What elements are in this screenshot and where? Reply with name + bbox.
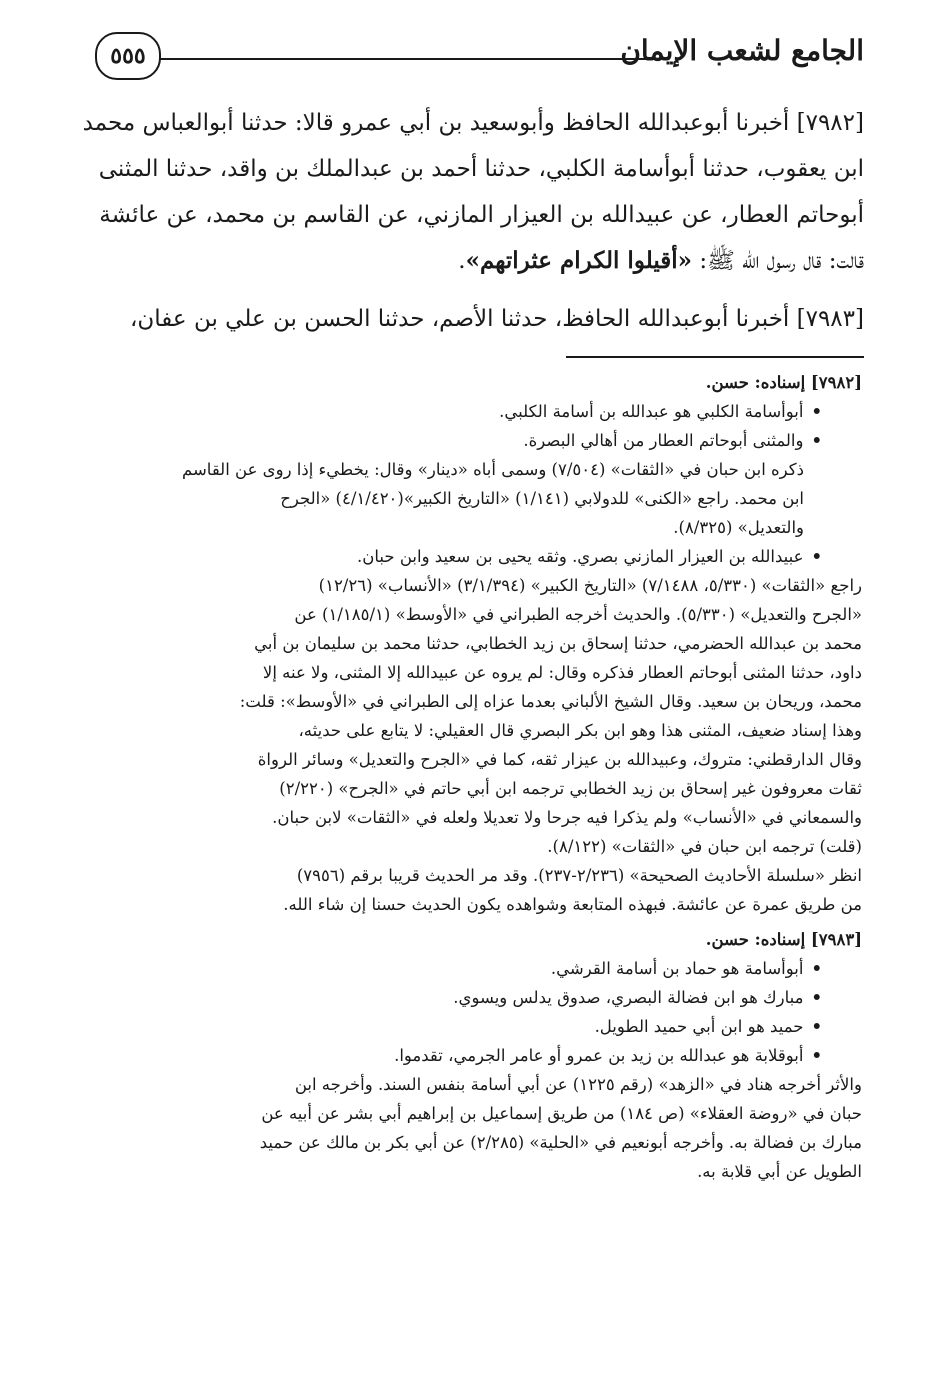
footnote-line: (قلت) ترجمه ابن حبان في «الثقات» (٨/١٢٢). [547,837,862,856]
hadith-7982 [82,100,864,284]
header-rule [159,58,654,60]
footnote-line: داود، حدثنا المثنى أبوحاتم العطار فذكره وقال: لم يروه عن عبيدالله إلا المثنى، ولا عنه إلا [262,663,862,682]
footnote-line: والتعديل» (٨/٣٢٥). [673,518,804,537]
text-fragment: . [458,248,466,274]
footnote-line: محمد بن عبدالله الحضرمي، حدثنا إسحاق بن زيد الخطابي، حدثنا محمد بن سليمان بن أبي [254,634,862,653]
footnote-line: وهذا إسناد ضعيف، المثنى هذا وهو ابن بكر البصري قال العقيلي: لا يتابع على حديثه، [298,721,862,740]
footnote-line: «الجرح والتعديل» (٥/٣٣٠). والحديث أخرجه الطبراني في «الأوسط» (١/١٨٥/١) عن [294,605,862,624]
footnote-bullet: • والمثنى أبوحاتم العطار من أهالي البصرة. [78,426,822,455]
footnote-bullet: • أبوأسامة الكلبي هو عبدالله بن أسامة الكلبي. [78,397,822,426]
text-line: [٧٩٨٢] أخبرنا أبوعبدالله الحافظ وأبوسعيد بن أبي عمرو قالا: حدثنا أبوالعباس محمد [82,110,864,136]
footnote-bullet: • مبارك هو ابن فضالة البصري، صدوق يدلس ويسوي. [78,983,822,1012]
text-fragment: قالت: قال رسول الله ﷺ: [692,248,864,274]
prophetic-quote: «أقيلوا الكرام عثراتهم» [465,247,693,274]
footnote-line: والأثر أخرجه هناد في «الزهد» (رقم ١٢٢٥) عن أبي أسامة بنفس السند. وأخرجه ابن [294,1075,862,1094]
footnote-line: ذكره ابن حبان في «الثقات» (٧/٥٠٤) وسمى أباه «دينار» وقال: يخطيء إذا روى عن القاسم [182,460,804,479]
text-line: أبوحاتم العطار، عن عبيدالله بن العيزار المازني، عن القاسم بن محمد، عن عائشة [99,202,864,228]
footnote-line: وقال الدارقطني: متروك، وعبيدالله بن عيزار ثقه، كما في «الجرح والتعديل» وسائر الرواة [257,750,862,769]
page-header [95,30,864,86]
footnote-line: والسمعاني في «الأنساب» ولم يذكرا فيه جرحا ولا تعديلا ولعله في «الثقات» لابن حبان. [272,808,862,827]
footnote-line: الطويل عن أبي قلابة به. [697,1162,862,1181]
footnote-bullet: • أبوأسامة هو حماد بن أسامة القرشي. [78,954,822,983]
footnote-line: حبان في «روضة العقلاء» (ص ١٨٤) من طريق إسماعيل بن إبراهيم أبي بشر عن أبيه عن [261,1104,862,1123]
footnote-line: ثقات معروفون غير إسحاق بن زيد الخطابي ترجمه ابن أبي حاتم في «الجرح» (٢/٢٢٠) [279,779,862,798]
text-line: [٧٩٨٣] أخبرنا أبوعبدالله الحافظ، حدثنا الأصم، حدثنا الحسن بن علي بن عفان، [129,306,864,332]
footnote-heading: [٧٩٨٣] إسناده: حسن. [705,930,862,949]
page-number: ٥٥٥ [95,32,161,80]
main-text [82,100,864,354]
footnote-bullet: • أبوقلابة هو عبدالله بن زيد بن عمرو أو عامر الجرمي، تقدموا. [78,1041,822,1070]
footnote-bullet: • حميد هو ابن أبي حميد الطويل. [78,1012,822,1041]
footnote-line: من طريق عمرة عن عائشة. فبهذه المتابعة وشواهده يكون الحديث حسنا إن شاء الله. [283,895,862,914]
running-title: الجامع لشعب الإيمان [620,34,864,67]
footnote-line: انظر «سلسلة الأحاديث الصحيحة» (٢/٢٣٦-٢٣٧). وقد مر الحديث قريبا برقم (٧٩٥٦) [296,866,862,885]
text-line [82,238,864,284]
footnote-line: مبارك بن فضالة به. وأخرجه أبونعيم في «الحلية» (٢/٢٨٥) عن أبي بكر بن مالك عن حميد [259,1133,862,1152]
footnotes [78,368,862,1186]
footnote-separator [566,356,864,358]
hadith-7983 [82,296,864,342]
text-line: ابن يعقوب، حدثنا أبوأسامة الكلبي، حدثنا أحمد بن عبدالملك بن واقد، حدثنا المثنى [98,156,864,182]
footnote-heading: [٧٩٨٢] إسناده: حسن. [705,373,862,392]
footnote-line: راجع «الثقات» (٥/٣٣٠، ٧/١٤٨٨) «التاريخ الكبير» (٣/١/٣٩٤) «الأنساب» (١٢/٢٦) [318,576,862,595]
footnote-line: محمد، وريحان بن سعيد. وقال الشيخ الألباني بعدما عزاه إلى الطبراني في «الأوسط»: قلت: [239,692,862,711]
footnote-bullet: • عبيدالله بن العيزار المازني بصري. وثقه يحيى بن سعيد وابن حبان. [78,542,822,571]
footnote-line: ابن محمد. راجع «الكنى» للدولابي (١/١٤١) «التاريخ الكبير»(٤/١/٤٢٠) «الجرح [280,489,804,508]
